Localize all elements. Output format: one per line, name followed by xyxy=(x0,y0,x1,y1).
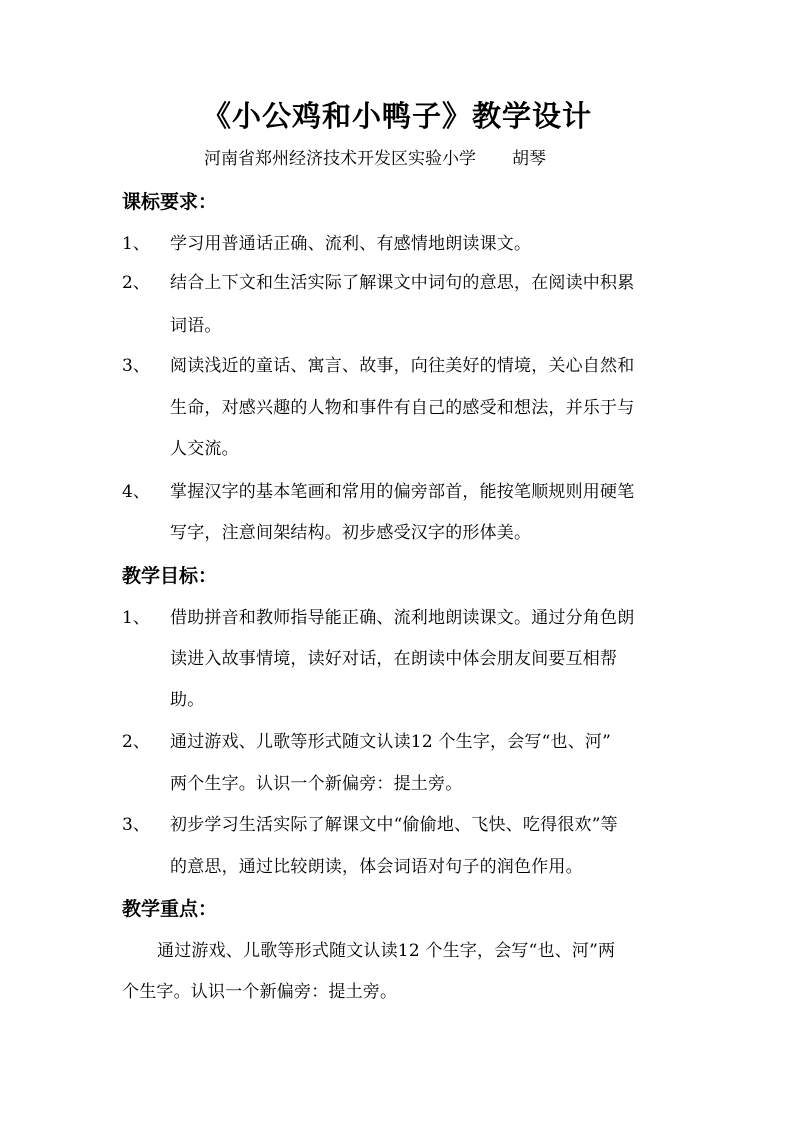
curriculum-item-number: 3、 xyxy=(122,356,150,376)
author-line xyxy=(204,145,546,173)
curriculum-item-text: 写字，注意间架结构。初步感受汉字的形体美。 xyxy=(170,523,532,543)
curriculum-item-number: 4、 xyxy=(122,482,150,502)
curriculum-item-text: 学习用普通话正确、流利、有感情地朗读课文。 xyxy=(170,234,532,254)
objective-item-number: 3、 xyxy=(122,815,150,835)
section-heading-key-points: 教学重点： xyxy=(122,898,218,920)
author-name: 胡琴 xyxy=(512,149,546,169)
curriculum-item-text: 结合上下文和生活实际了解课文中词句的意思，在阅读中积累 xyxy=(170,273,635,293)
objective-item-number: 2、 xyxy=(122,732,150,752)
objective-item-text: 助。 xyxy=(170,690,205,710)
objective-item-text: 两个生字。认识一个新偏旁：提土旁。 xyxy=(170,774,463,794)
key-points-text: 通过游戏、儿歌等形式随文认读12 个生字，会写“也、河”两 xyxy=(157,941,616,961)
curriculum-item-text: 词语。 xyxy=(170,316,222,336)
curriculum-item-number: 1、 xyxy=(122,234,150,254)
objective-item-text: 读进入故事情境，读好对话，在朗读中体会朋友间要互相帮 xyxy=(170,649,618,669)
key-points-text: 个生字。认识一个新偏旁：提土旁。 xyxy=(122,982,398,1002)
objective-item-text: 借助拼音和教师指导能正确、流利地朗读课文。通过分角色朗 xyxy=(170,608,635,628)
curriculum-item-number: 2、 xyxy=(122,273,150,293)
section-heading-objectives: 教学目标： xyxy=(122,565,218,587)
school-name: 河南省郑州经济技术开发区实验小学 xyxy=(204,149,476,169)
curriculum-item-text: 阅读浅近的童话、寓言、故事，向往美好的情境，关心自然和 xyxy=(170,356,635,376)
curriculum-item-text: 掌握汉字的基本笔画和常用的偏旁部首，能按笔顺规则用硬笔 xyxy=(170,482,635,502)
curriculum-item-text: 生命，对感兴趣的人物和事件有自己的感受和想法，并乐于与 xyxy=(170,398,635,418)
objective-item-text: 通过游戏、儿歌等形式随文认读12 个生字，会写“也、河” xyxy=(170,732,612,752)
objective-item-number: 1、 xyxy=(122,608,150,628)
document-title: 《小公鸡和小鸭子》教学设计 xyxy=(201,99,592,133)
objective-item-text: 初步学习生活实际了解课文中“偷偷地、飞快、吃得很欢”等 xyxy=(170,815,618,835)
section-heading-curriculum: 课标要求： xyxy=(122,191,218,213)
objective-item-text: 的意思，通过比较朗读，体会词语对句子的润色作用。 xyxy=(170,857,583,877)
curriculum-item-text: 人交流。 xyxy=(170,439,239,459)
